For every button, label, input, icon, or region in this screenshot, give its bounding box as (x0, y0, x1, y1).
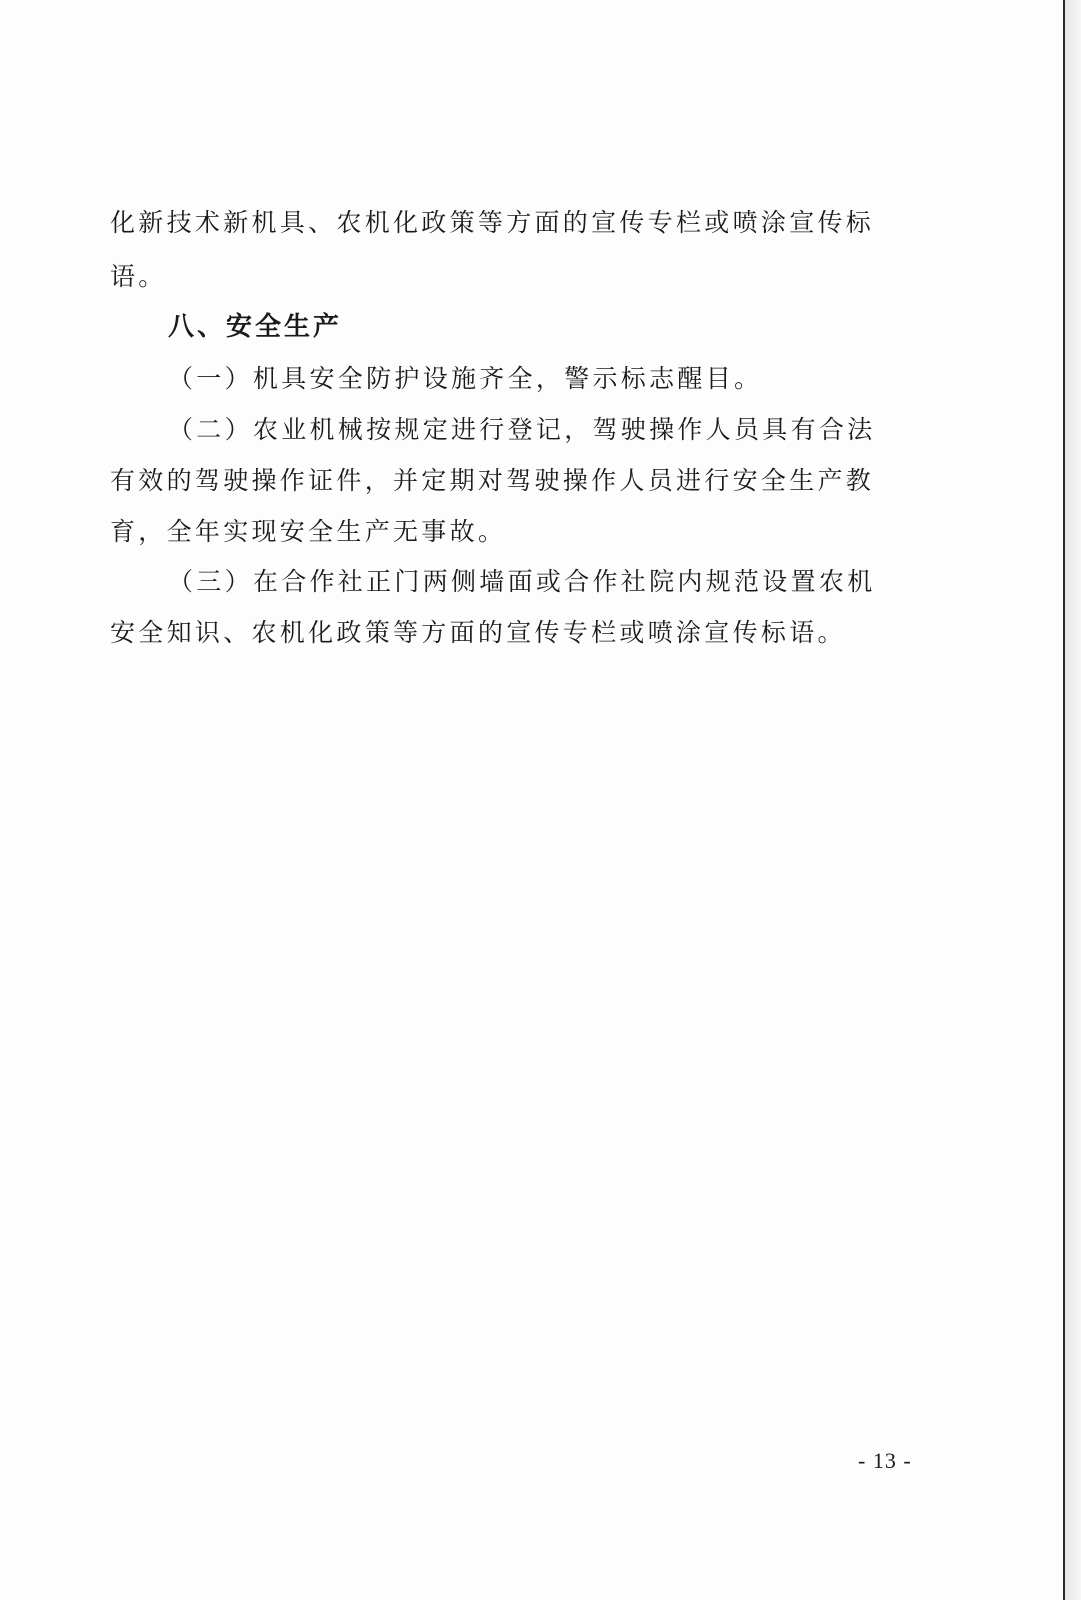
body-line: 语。 (110, 262, 167, 291)
list-item-2-line: 有效的驾驶操作证件，并定期对驾驶操作人员进行安全生产教 (110, 466, 875, 495)
list-item-3-line: （三）在合作社正门两侧墙面或合作社院内规范设置农机 (168, 567, 876, 596)
list-item-2-line: 育，全年实现安全生产无事故。 (110, 517, 507, 546)
list-item-2-line: （二）农业机械按规定进行登记，驾驶操作人员具有合法 (168, 415, 876, 444)
scan-edge (1063, 0, 1081, 1600)
page-number: - 13 - (858, 1448, 912, 1473)
body-line: 化新技术新机具、农机化政策等方面的宣传专栏或喷涂宣传标 (110, 208, 875, 237)
list-item-3-line: 安全知识、农机化政策等方面的宣传专栏或喷涂宣传标语。 (110, 618, 846, 647)
section-heading: 八、安全生产 (168, 312, 343, 342)
list-item-1-line: （一）机具安全防护设施齐全，警示标志醒目。 (168, 364, 763, 393)
